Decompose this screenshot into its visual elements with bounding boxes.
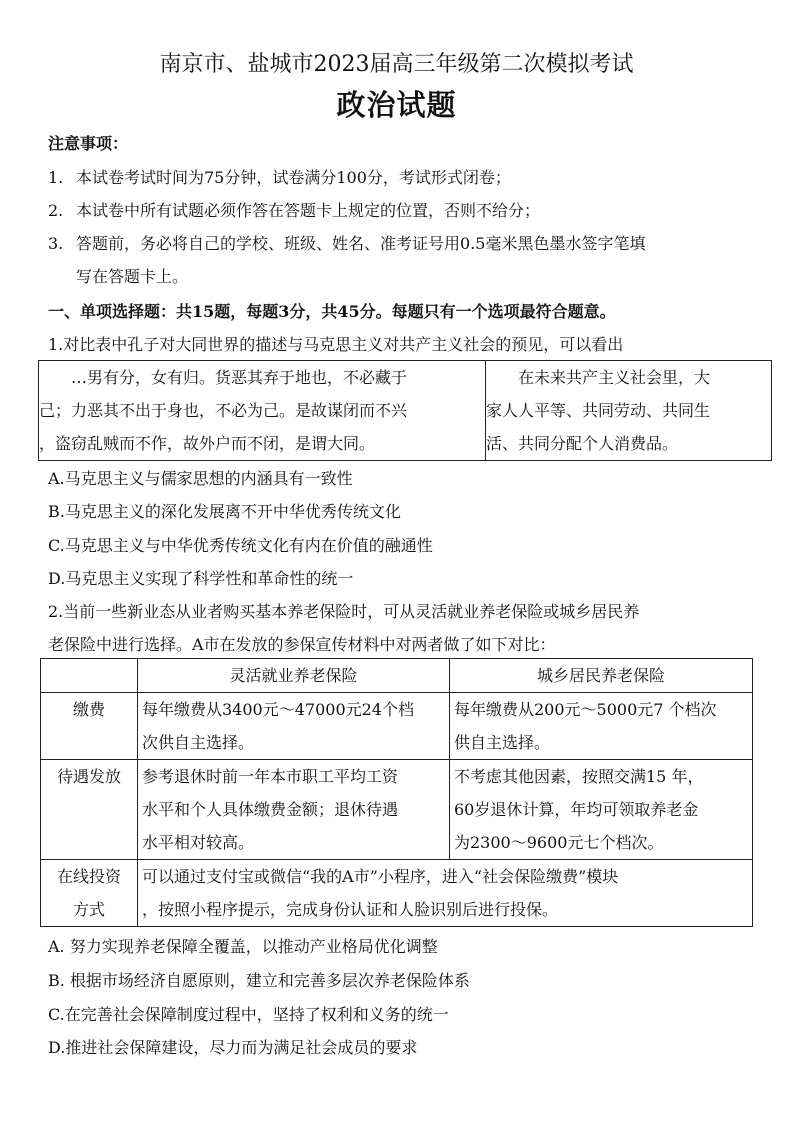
notice-item-1: 1. 本试卷考试时间为75分钟，试卷满分100分，考试形式闭卷；: [48, 168, 511, 187]
notice-item-3: 3. 答题前，务必将自己的学校、班级、姓名、准考证号用0.5毫米黑色墨水签字笔填: [48, 234, 646, 253]
notice-item-2: 2. 本试卷中所有试题必须作答在答题卡上规定的位置，否则不给分；: [48, 201, 541, 220]
section-heading: 一、单项选择题：共15题，每题3分，共45分。每题只有一个选项最符合题意。: [48, 302, 616, 321]
q2-stem-line1: 2.当前一些新业态从业者购买基本养老保险时，可从灵活就业养老保险或城乡居民养: [48, 602, 640, 621]
q2-option-a: A. 努力实现养老保障全覆盖，以推动产业格局优化调整: [48, 937, 438, 956]
q1-marxism-cell: 在未来共产主义社会里，大 家人人平等、共同劳动、共同生 活、共同分配个人消费品。: [486, 361, 772, 461]
q2-row-label-fee: 缴费: [41, 693, 138, 760]
q1-stem: 1.对比表中孔子对大同世界的描述与马克思主义对共产主义社会的预见，可以看出: [48, 335, 624, 354]
q1-comparison-table: [38, 360, 772, 461]
q2-comparison-table: [40, 658, 753, 927]
q2-row-label-benefit: 待遇发放: [41, 760, 138, 860]
q2-option-d: D.推进社会保障建设，尽力而为满足社会成员的要求: [48, 1038, 418, 1057]
q2-fee-flexible: 每年缴费从3400元～47000元24个档 次供自主选择。: [138, 693, 450, 760]
q1-option-a: A.马克思主义与儒家思想的内涵具有一致性: [48, 469, 353, 488]
q2-fee-rural: 每年缴费从200元～5000元7 个档次 供自主选择。: [450, 693, 753, 760]
notice-heading: 注意事项：: [48, 134, 129, 153]
q2-header-flexible: 灵活就业养老保险: [138, 659, 450, 693]
notice-item-3-cont: 写在答题卡上。: [76, 267, 189, 286]
q2-benefit-flexible: 参考退休时前一年本市职工平均工资 水平和个人具体缴费金额；退休待遇 水平相对较高。: [138, 760, 450, 860]
q1-option-c: C.马克思主义与中华优秀传统文化有内在价值的融通性: [48, 536, 433, 555]
q1-option-b: B.马克思主义的深化发展离不开中华优秀传统文化: [48, 502, 401, 521]
q2-header-blank: [41, 659, 138, 693]
q2-online-method: 可以通过支付宝或微信“我的A市”小程序，进入“社会保险缴费”模块 ，按照小程序提示，完成身份认证和人脸识别后进行投保。: [138, 860, 753, 927]
q2-option-b: B. 根据市场经济自愿原则，建立和完善多层次养老保险体系: [48, 971, 470, 990]
subject-title: 政治试题: [336, 88, 457, 122]
q2-option-c: C.在完善社会保障制度过程中，坚持了权利和义务的统一: [48, 1005, 449, 1024]
exam-title: 南京市、盐城市2023届高三年级第二次模拟考试: [159, 52, 634, 77]
q2-header-rural: 城乡居民养老保险: [450, 659, 753, 693]
q2-benefit-rural: 不考虑其他因素，按照交满15 年， 60岁退休计算，年均可领取养老金 为2300～9600元七个档次。: [450, 760, 753, 860]
q1-option-d: D.马克思主义实现了科学性和革命性的统一: [48, 569, 354, 588]
q2-stem-line2: 老保险中进行选择。A市在发放的参保宣传材料中对两者做了如下对比：: [48, 635, 556, 654]
q2-row-label-online: 在线投资 方式: [41, 860, 138, 927]
q1-confucius-cell: …男有分，女有归。货恶其弃于地也，不必藏于 己；力恶其不出于身也，不必为己。是故谋闭而不兴 ，盗窃乱贼而不作，故外户而不闭，是谓大同。: [39, 361, 486, 461]
